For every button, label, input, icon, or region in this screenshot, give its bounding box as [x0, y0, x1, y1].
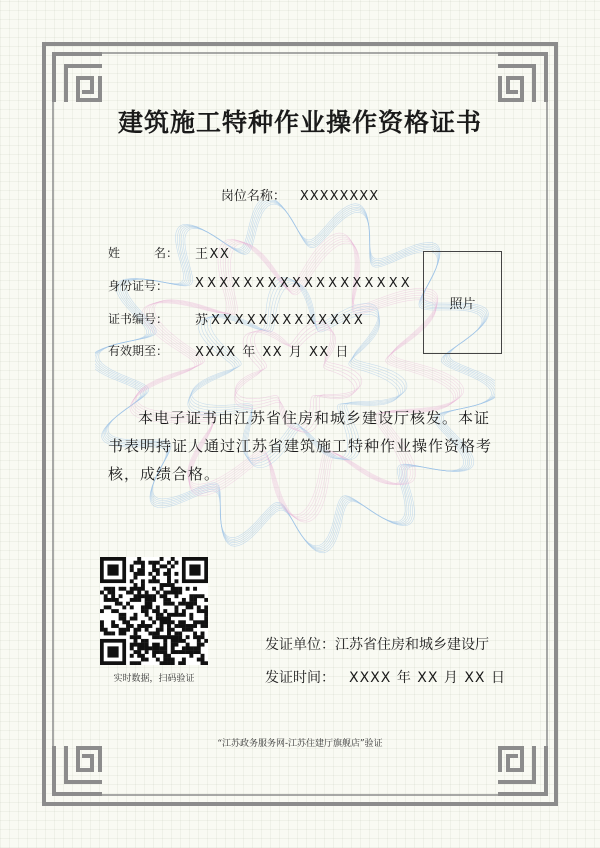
issuer-value: 江苏省住房和城乡建设厅: [335, 637, 489, 653]
issue-date-row: [265, 667, 506, 687]
post-row: [0, 185, 600, 204]
name-label: 姓 名：: [108, 246, 179, 260]
qr-caption: 实时数据，扫码验证: [113, 674, 195, 684]
photo-label: 照片: [449, 297, 476, 312]
id-number-label: 身份证号：: [108, 279, 169, 293]
verification-qr-code[interactable]: [100, 557, 208, 665]
issuer-label: 发证单位：: [265, 637, 335, 653]
issue-date-label: 发证时间：: [265, 670, 335, 686]
certificate-number-value: 苏XXXXXXXXXXXXX: [195, 313, 366, 328]
certificate-statement: 本电子证书由江苏省住房和城乡建设厅核发。本证书表明持证人通过江苏省建筑施工特种作业操作资格考核，成绩合格。: [108, 409, 493, 483]
name-value: 王XX: [195, 247, 231, 262]
issue-date-value: XXXX 年 XX 月 XX 日: [349, 670, 506, 686]
id-number-value: XXXXXXXXXXXXXXXXXX: [195, 276, 413, 291]
certificate-number-label: 证书编号：: [108, 312, 169, 326]
verification-footer: “江苏政务服务网-江苏住建厅旗舰店”验证: [217, 739, 383, 749]
valid-until-label: 有效期至：: [108, 344, 169, 358]
valid-until-value: XXXX 年 XX 月 XX 日: [195, 345, 350, 360]
photo-placeholder: [423, 251, 502, 354]
certificate-title: 建筑施工特种作业操作资格证书: [117, 108, 482, 137]
post-label: 岗位名称：: [220, 189, 286, 204]
post-value: XXXXXXXX: [299, 189, 380, 204]
issuer-row: [265, 634, 489, 654]
